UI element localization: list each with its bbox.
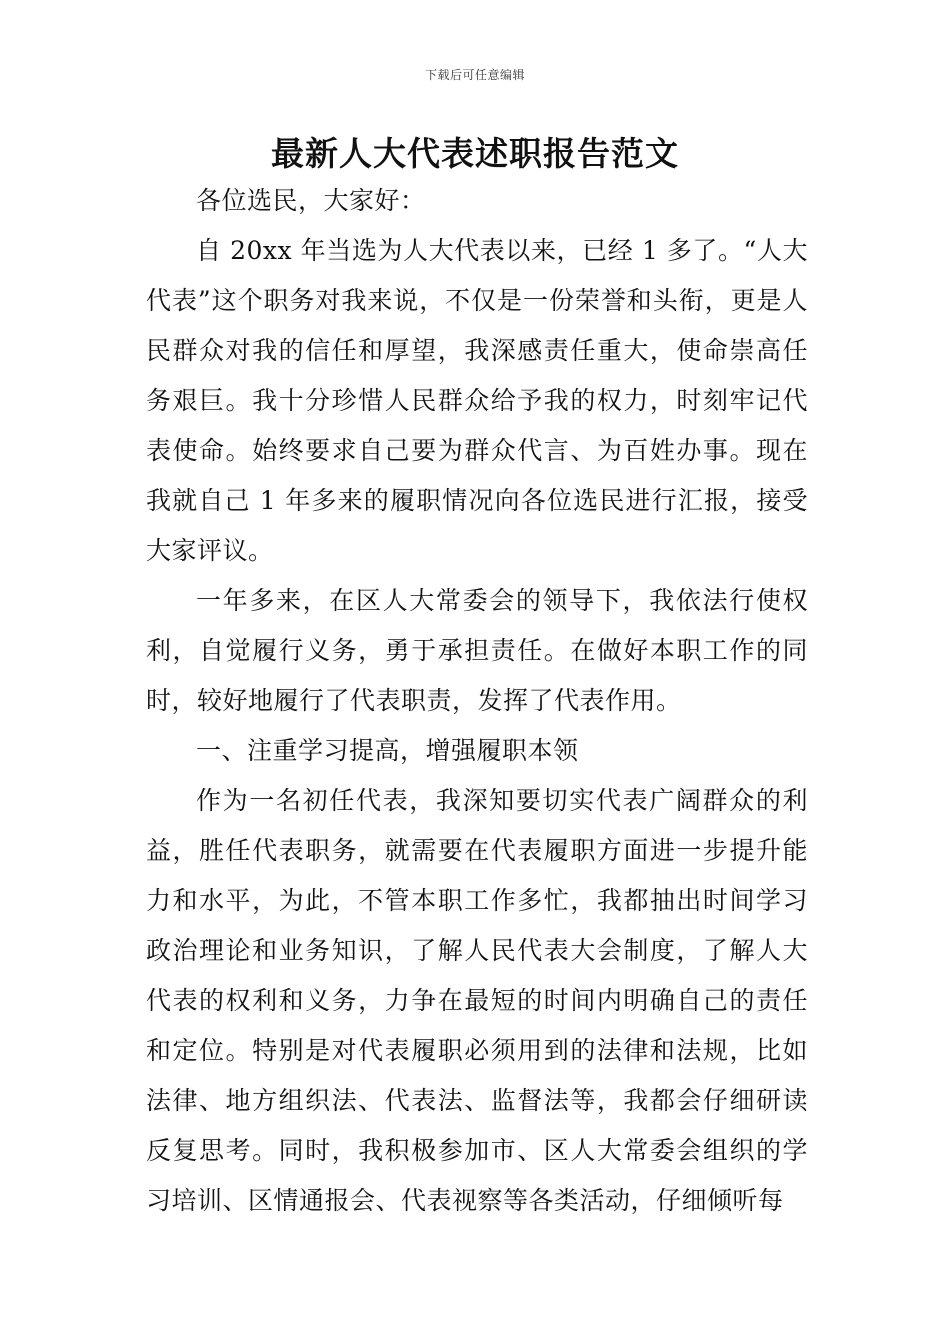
paragraph-summary: 一年多来，在区人大常委会的领导下，我依法行使权利，自觉履行义务，勇于承担责任。在做好本职工作的同时，较好地履行了代表职责，发挥了代表作用。	[146, 586, 808, 715]
document-title: 最新人大代表述职报告范文	[271, 134, 679, 173]
section-heading: 一、注重学习提高，增强履职本领	[196, 736, 579, 765]
paragraph-intro: 自 20xx 年当选为人大代表以来，已经 1 多了。“人大代表”这个职务对我来说，不仅是一份荣誉和头衔，更是人民群众对我的信任和厚望，我深感责任重大，使命崇高任务艰巨。我十分珍惜人民群众给予我的权力，时刻牢记代表使命。始终要求自己要为群众代言、为百姓办事。现在我就自己 1 年多来的履职情况向各位选民进行汇报，接受大家评议。	[146, 236, 808, 565]
paragraph-study: 作为一名初任代表，我深知要切实代表广阔群众的利益，胜任代表职务，就需要在代表履职方面进一步提升能力和水平，为此，不管本职工作多忙，我都抽出时间学习政治理论和业务知识，了解人民代表大会制度，了解人大代表的权利和义务，力争在最短的时间内明确自己的责任和定位。特别是对代表履职必须用到的法律和法规，比如法律、地方组织法、代表法、监督法等，我都会仔细研读反复思考。同时，我积极参加市、区人大常委会组织的学习培训、区情通报会、代表视察等各类活动，仔细倾听每	[146, 786, 808, 1215]
document-body	[146, 176, 808, 1226]
header-note: 下载后可任意编辑	[424, 68, 525, 82]
paragraph-greeting: 各位选民，大家好：	[196, 186, 426, 215]
